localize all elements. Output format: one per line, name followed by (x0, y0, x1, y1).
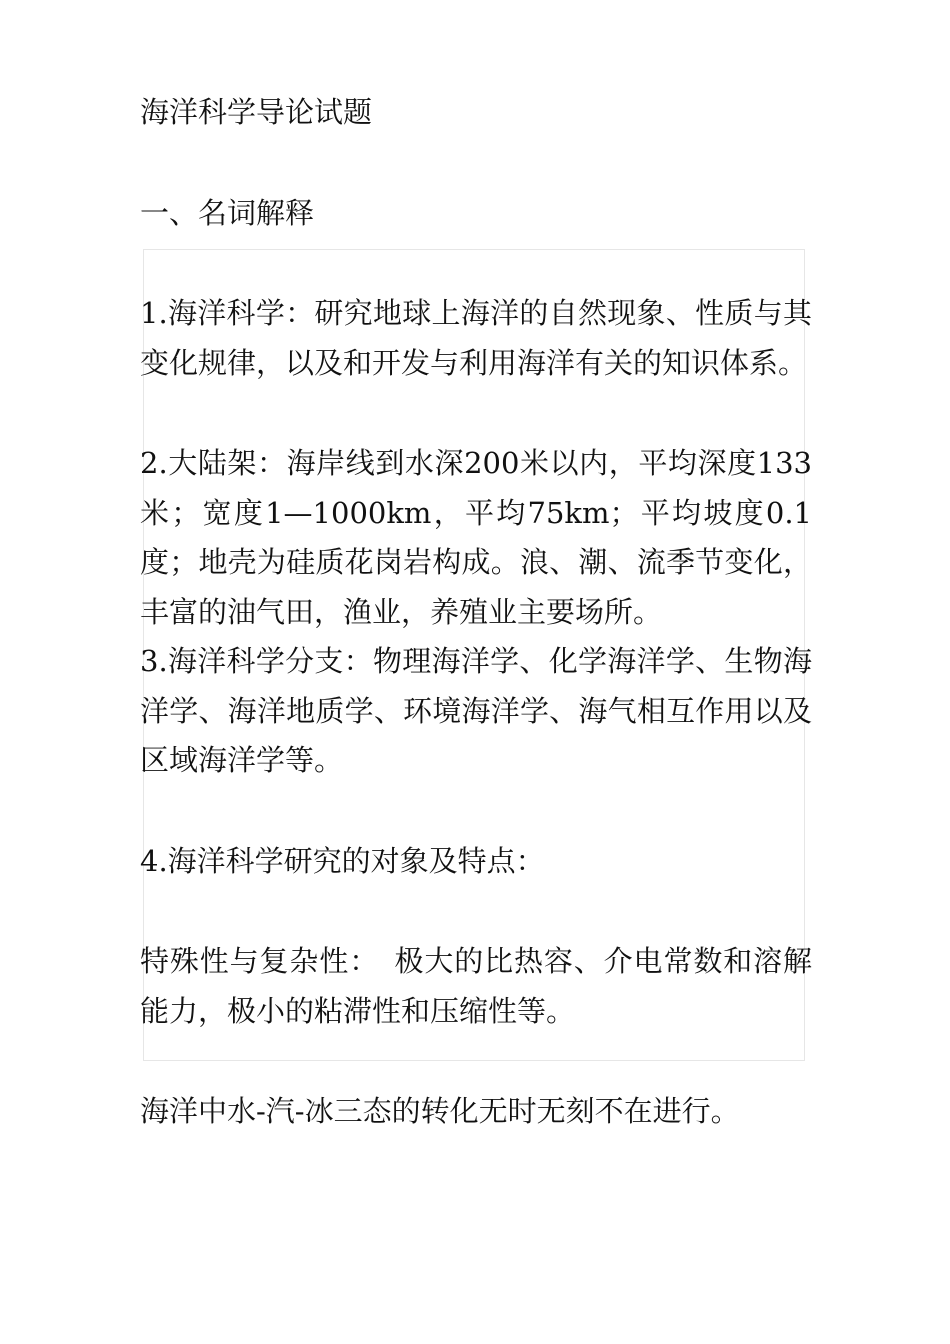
document-title: 海洋科学导论试题 (140, 95, 373, 129)
definition-paragraph: 1.海洋科学：研究地球上海洋的自然现象、性质与其变化规律，以及和开发与利用海洋有关的知识体系。 (140, 296, 812, 380)
definition-paragraph: 海洋中水-汽-冰三态的转化无时无刻不在进行。 (140, 1094, 740, 1128)
definition-paragraph: 2.大陆架：海岸线到水深200米以内，平均深度133米；宽度1—1000km，平均75km；平均坡度0.1度；地壳为硅质花岗岩构成。浪、潮、流季节变化，丰富的油气田，渔业，养殖业主要场所。 (140, 446, 812, 629)
section-heading: 一、名词解释 (140, 195, 315, 230)
document-body (140, 88, 812, 1137)
definition-paragraph: 特殊性与复杂性： 极大的比热容、介电常数和溶解能力，极小的粘滞性和压缩性等。 (140, 944, 812, 1028)
definition-paragraph: 3.海洋科学分支：物理海洋学、化学海洋学、生物海洋学、海洋地质学、环境海洋学、海气相互作用以及区域海洋学等。 (140, 644, 812, 777)
definition-paragraph: 4.海洋科学研究的对象及特点： (140, 843, 545, 878)
